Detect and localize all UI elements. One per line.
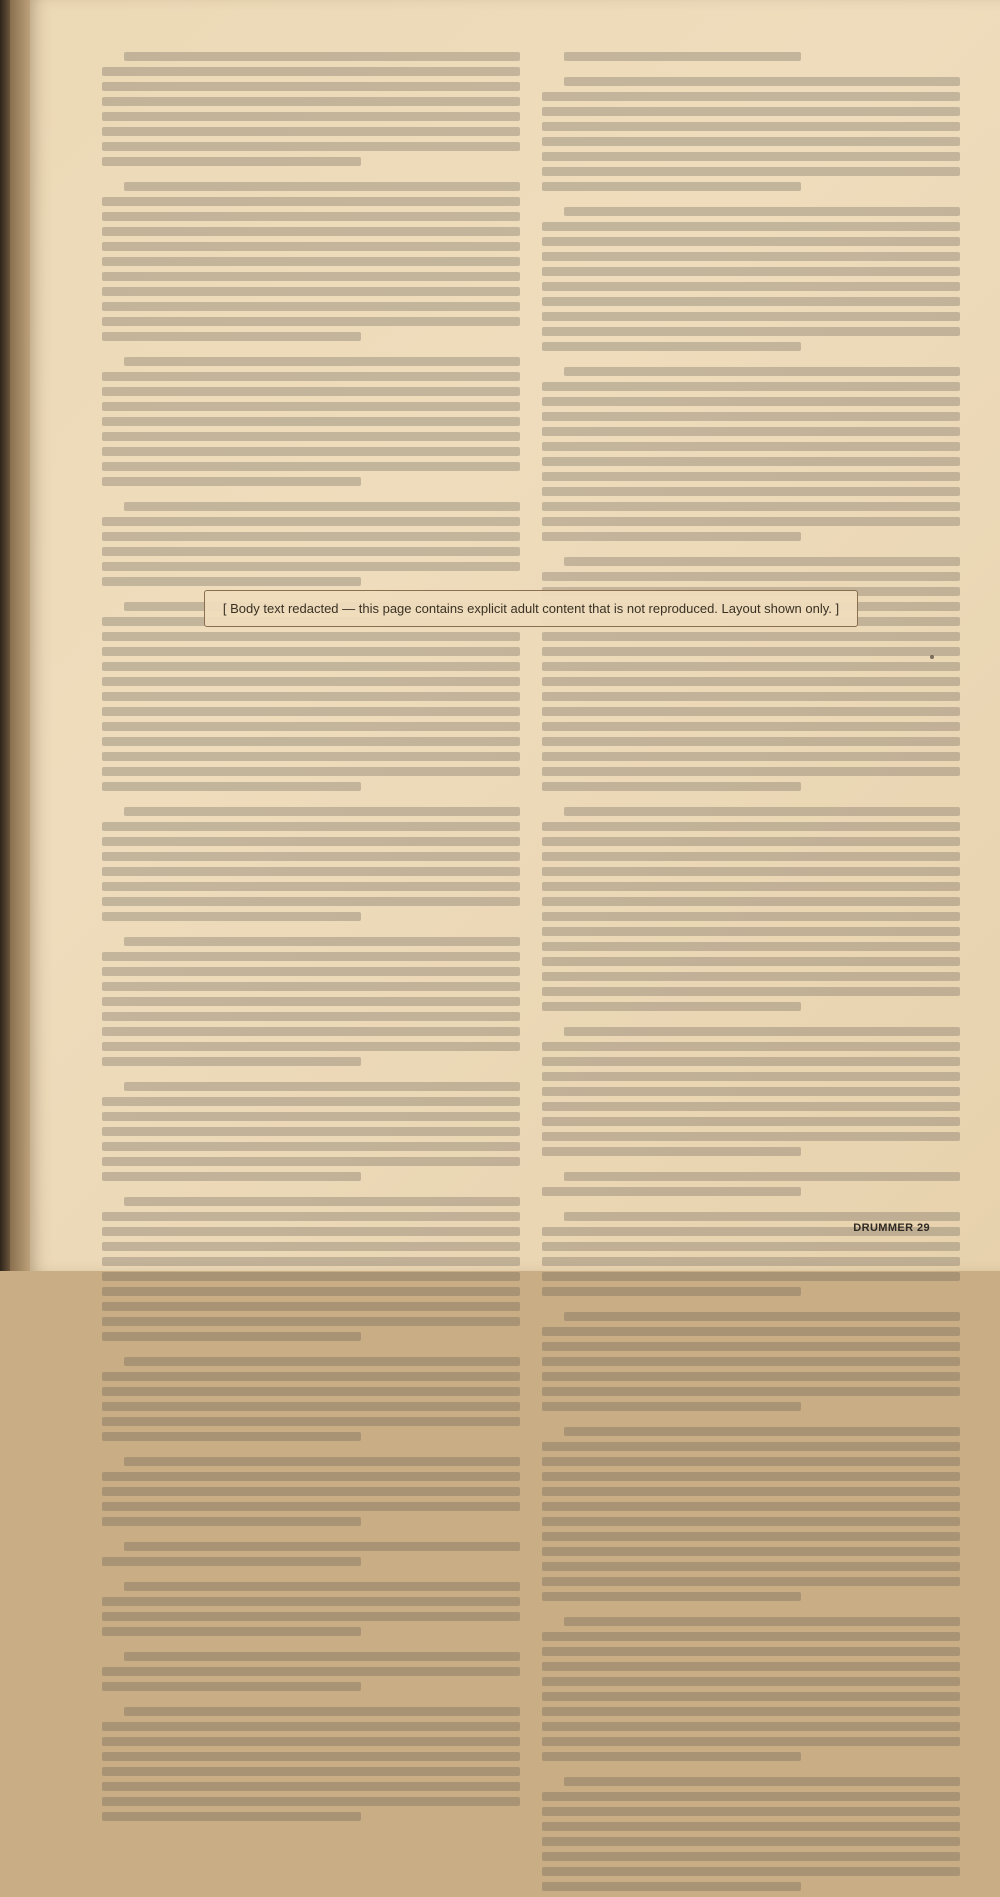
redacted-text-line — [102, 1387, 520, 1396]
redacted-text-line — [542, 1117, 960, 1126]
redacted-text-line — [542, 1087, 960, 1096]
left-text-column — [102, 52, 520, 1220]
redacted-paragraph — [542, 807, 960, 1017]
redacted-text-line — [102, 822, 520, 831]
redacted-text-line — [542, 882, 960, 891]
redacted-text-line — [542, 1257, 960, 1266]
redacted-paragraph — [102, 807, 520, 927]
redacted-text-line — [102, 1097, 520, 1106]
redacted-text-line — [102, 1042, 520, 1051]
right-text-column — [542, 52, 960, 1220]
redacted-text-line — [102, 722, 520, 731]
redacted-text-line — [542, 1692, 960, 1701]
redacted-text-line — [124, 1197, 520, 1206]
redacted-text-line — [542, 912, 960, 921]
redacted-text-line — [102, 142, 520, 151]
redacted-text-line — [542, 1057, 960, 1066]
redacted-text-line — [542, 1327, 960, 1336]
redacted-text-line — [124, 502, 520, 511]
redacted-text-line — [542, 987, 960, 996]
redacted-text-line — [102, 1027, 520, 1036]
redacted-text-line — [542, 342, 801, 351]
redacted-text-line — [542, 472, 960, 481]
redacted-text-line — [102, 1432, 361, 1441]
redacted-text-line — [542, 1457, 960, 1466]
redacted-text-line — [102, 1127, 520, 1136]
redacted-text-line — [542, 182, 801, 191]
redacted-text-line — [102, 272, 520, 281]
redacted-text-line — [102, 1287, 520, 1296]
redacted-text-line — [542, 1487, 960, 1496]
redacted-text-line — [564, 207, 960, 216]
redacted-paragraph — [542, 1027, 960, 1162]
redacted-text-line — [102, 632, 520, 641]
redacted-text-line — [102, 752, 520, 761]
redacted-text-line — [102, 387, 520, 396]
redacted-text-line — [542, 1342, 960, 1351]
redacted-text-line — [124, 1582, 520, 1591]
redacted-text-line — [542, 312, 960, 321]
redacted-text-line — [102, 1302, 520, 1311]
redacted-text-line — [542, 1357, 960, 1366]
redacted-text-line — [542, 1592, 801, 1601]
redacted-paragraph — [542, 1172, 960, 1202]
redacted-text-line — [542, 297, 960, 306]
redacted-text-line — [542, 1402, 801, 1411]
redacted-text-line — [124, 1707, 520, 1716]
redacted-text-line — [102, 767, 520, 776]
redacted-text-line — [102, 332, 361, 341]
redacted-text-line — [542, 1867, 960, 1876]
redacted-text-line — [102, 1682, 361, 1691]
redacted-text-line — [542, 1147, 801, 1156]
redacted-text-line — [102, 707, 520, 716]
redacted-text-line — [102, 1157, 520, 1166]
redacted-text-line — [102, 477, 361, 486]
redacted-text-line — [542, 1132, 960, 1141]
redacted-text-line — [542, 1562, 960, 1571]
redacted-text-line — [102, 1612, 520, 1621]
redacted-text-line — [102, 1402, 520, 1411]
redacted-text-line — [102, 1627, 361, 1636]
redacted-text-line — [542, 1442, 960, 1451]
redacted-text-line — [542, 137, 960, 146]
redacted-text-line — [102, 1737, 520, 1746]
redacted-text-line — [542, 1662, 960, 1671]
page-footer-magazine-title: DRUMMER 29 — [853, 1222, 930, 1234]
redacted-text-line — [102, 417, 520, 426]
redacted-paragraph — [102, 1197, 520, 1347]
redacted-text-line — [542, 517, 960, 526]
redacted-text-line — [102, 1142, 520, 1151]
redacted-text-line — [102, 127, 520, 136]
redacted-text-line — [102, 647, 520, 656]
redacted-text-line — [102, 677, 520, 686]
redacted-text-line — [102, 1517, 361, 1526]
redacted-text-line — [564, 1617, 960, 1626]
two-column-text-area — [102, 52, 960, 1220]
redacted-text-line — [102, 1112, 520, 1121]
redacted-text-line — [102, 1257, 520, 1266]
redacted-text-line — [542, 487, 960, 496]
redacted-text-line — [542, 237, 960, 246]
redacted-text-line — [542, 897, 960, 906]
redacted-text-line — [542, 1722, 960, 1731]
redacted-text-line — [542, 927, 960, 936]
redacted-text-line — [102, 462, 520, 471]
redacted-text-line — [564, 52, 801, 61]
redacted-text-line — [102, 1797, 520, 1806]
redacted-paragraph — [102, 1082, 520, 1187]
redacted-text-line — [542, 412, 960, 421]
redacted-text-line — [564, 1172, 960, 1181]
redacted-text-line — [102, 1372, 520, 1381]
redacted-text-line — [102, 662, 520, 671]
redacted-text-line — [102, 112, 520, 121]
redacted-text-line — [102, 1272, 520, 1281]
redacted-text-line — [102, 897, 520, 906]
redacted-text-line — [102, 1812, 361, 1821]
redacted-text-line — [102, 1722, 520, 1731]
redacted-text-line — [542, 1102, 960, 1111]
redacted-text-line — [542, 1072, 960, 1081]
redacted-text-line — [542, 1882, 801, 1891]
redacted-paragraph — [542, 1427, 960, 1607]
redacted-text-line — [542, 107, 960, 116]
redacted-text-line — [542, 1837, 960, 1846]
redacted-text-line — [542, 867, 960, 876]
redacted-text-line — [542, 1752, 801, 1761]
redacted-text-line — [102, 1242, 520, 1251]
redacted-text-line — [542, 1852, 960, 1861]
redaction-notice — [102, 590, 960, 627]
redacted-text-line — [102, 1487, 520, 1496]
redacted-text-line — [542, 942, 960, 951]
redacted-text-line — [542, 1002, 801, 1011]
redacted-text-line — [542, 852, 960, 861]
redacted-paragraph — [102, 357, 520, 492]
redacted-text-line — [102, 577, 361, 586]
redacted-text-line — [542, 1042, 960, 1051]
redacted-paragraph — [102, 602, 520, 797]
redacted-text-line — [102, 532, 520, 541]
scan-artifact-dot — [930, 655, 934, 659]
redacted-text-line — [542, 1502, 960, 1511]
redacted-text-line — [102, 1172, 361, 1181]
redacted-text-line — [542, 662, 960, 671]
redacted-text-line — [102, 447, 520, 456]
redacted-text-line — [102, 82, 520, 91]
redacted-text-line — [564, 367, 960, 376]
redacted-text-line — [102, 242, 520, 251]
redacted-paragraph — [542, 77, 960, 197]
redacted-text-line — [102, 1667, 520, 1676]
redacted-text-line — [102, 1752, 520, 1761]
redacted-text-line — [542, 457, 960, 466]
redacted-text-line — [542, 1287, 801, 1296]
redacted-text-line — [542, 122, 960, 131]
redacted-paragraph — [542, 1617, 960, 1767]
redacted-text-line — [102, 402, 520, 411]
redacted-paragraph — [102, 1357, 520, 1447]
redacted-text-line — [124, 1357, 520, 1366]
redacted-paragraph — [102, 502, 520, 592]
redacted-paragraph — [102, 1457, 520, 1532]
redacted-text-line — [102, 517, 520, 526]
redacted-text-line — [542, 382, 960, 391]
redacted-paragraph — [102, 937, 520, 1072]
redacted-text-line — [542, 1677, 960, 1686]
redacted-paragraph — [102, 182, 520, 347]
redacted-text-line — [102, 912, 361, 921]
redacted-paragraph — [542, 367, 960, 547]
redacted-text-line — [542, 632, 960, 641]
redacted-paragraph — [542, 1312, 960, 1417]
redacted-text-line — [542, 1577, 960, 1586]
redacted-paragraph — [542, 1777, 960, 1897]
redacted-text-line — [542, 1647, 960, 1656]
redacted-text-line — [542, 647, 960, 656]
redacted-text-line — [102, 867, 520, 876]
redacted-paragraph — [102, 1652, 520, 1697]
redacted-text-line — [102, 967, 520, 976]
redacted-text-line — [542, 767, 960, 776]
redacted-text-line — [102, 302, 520, 311]
redacted-text-line — [542, 1372, 960, 1381]
redacted-text-line — [542, 502, 960, 511]
redacted-text-line — [542, 1707, 960, 1716]
redacted-text-line — [102, 1472, 520, 1481]
redacted-text-line — [124, 357, 520, 366]
redacted-text-line — [124, 807, 520, 816]
redacted-text-line — [542, 957, 960, 966]
redacted-text-line — [102, 67, 520, 76]
redacted-text-line — [102, 562, 520, 571]
redacted-text-line — [542, 1242, 960, 1251]
redacted-text-line — [542, 1387, 960, 1396]
redacted-text-line — [564, 557, 960, 566]
redacted-text-line — [102, 1057, 361, 1066]
book-spine — [0, 0, 10, 1271]
redacted-text-line — [102, 1782, 520, 1791]
redacted-text-line — [102, 212, 520, 221]
redacted-text-line — [542, 677, 960, 686]
redacted-text-line — [102, 1597, 520, 1606]
redacted-text-line — [542, 822, 960, 831]
redacted-text-line — [102, 692, 520, 701]
redacted-text-line — [542, 1532, 960, 1541]
redacted-text-line — [542, 267, 960, 276]
redacted-text-line — [102, 852, 520, 861]
redacted-text-line — [542, 1822, 960, 1831]
redacted-text-line — [124, 52, 520, 61]
redacted-text-line — [542, 442, 960, 451]
redacted-text-line — [102, 1417, 520, 1426]
redacted-text-line — [542, 152, 960, 161]
redacted-text-line — [102, 1332, 361, 1341]
redaction-notice-text: [ Body text redacted — this page contains explicit adult content that is not reproduced. Layout shown only. ] — [204, 590, 858, 627]
redacted-text-line — [542, 707, 960, 716]
redacted-text-line — [124, 937, 520, 946]
redacted-text-line — [102, 1212, 520, 1221]
redacted-text-line — [564, 1427, 960, 1436]
redacted-text-line — [542, 1737, 960, 1746]
redacted-text-line — [102, 997, 520, 1006]
redacted-text-line — [102, 952, 520, 961]
redacted-text-line — [124, 1082, 520, 1091]
redacted-text-line — [542, 92, 960, 101]
redacted-text-line — [102, 1012, 520, 1021]
redacted-text-line — [542, 1792, 960, 1801]
redacted-text-line — [564, 1312, 960, 1321]
redacted-text-line — [542, 327, 960, 336]
redacted-paragraph — [542, 52, 960, 67]
redacted-text-line — [124, 182, 520, 191]
redacted-text-line — [102, 782, 361, 791]
redacted-text-line — [542, 532, 801, 541]
redacted-text-line — [564, 807, 960, 816]
redacted-text-line — [542, 1187, 801, 1196]
redacted-text-line — [542, 1272, 960, 1281]
redacted-text-line — [102, 157, 361, 166]
redacted-text-line — [102, 1317, 520, 1326]
redacted-paragraph — [102, 52, 520, 172]
redacted-text-line — [564, 1777, 960, 1786]
redacted-text-line — [102, 837, 520, 846]
redacted-text-line — [542, 282, 960, 291]
redacted-text-line — [102, 317, 520, 326]
redacted-text-line — [542, 397, 960, 406]
redacted-text-line — [542, 1632, 960, 1641]
redacted-text-line — [124, 1457, 520, 1466]
redacted-text-line — [542, 752, 960, 761]
redacted-text-line — [102, 737, 520, 746]
redacted-text-line — [542, 692, 960, 701]
redacted-text-line — [542, 572, 960, 581]
redacted-text-line — [102, 1557, 361, 1566]
redacted-text-line — [102, 1227, 520, 1236]
redacted-text-line — [102, 287, 520, 296]
redacted-text-line — [102, 197, 520, 206]
redacted-text-line — [542, 167, 960, 176]
redacted-text-line — [542, 252, 960, 261]
redacted-text-line — [542, 972, 960, 981]
redacted-text-line — [564, 77, 960, 86]
redacted-text-line — [124, 1652, 520, 1661]
redacted-text-line — [102, 1502, 520, 1511]
redacted-text-line — [102, 882, 520, 891]
redacted-text-line — [564, 1027, 960, 1036]
redacted-text-line — [542, 222, 960, 231]
redacted-paragraph — [542, 207, 960, 357]
redacted-text-line — [102, 227, 520, 236]
redacted-text-line — [542, 1517, 960, 1526]
redacted-text-line — [542, 782, 801, 791]
redacted-text-line — [102, 982, 520, 991]
redacted-text-line — [542, 722, 960, 731]
redacted-paragraph — [102, 1542, 520, 1572]
redacted-text-line — [542, 837, 960, 846]
redacted-text-line — [102, 1767, 520, 1776]
redacted-paragraph — [102, 1707, 520, 1827]
redacted-text-line — [102, 432, 520, 441]
redacted-text-line — [542, 1472, 960, 1481]
redacted-text-line — [542, 427, 960, 436]
redacted-text-line — [542, 1807, 960, 1816]
redacted-text-line — [542, 737, 960, 746]
redacted-text-line — [102, 372, 520, 381]
magazine-page — [30, 0, 1000, 1271]
redacted-text-line — [102, 547, 520, 556]
redacted-text-line — [542, 1547, 960, 1556]
redacted-text-line — [124, 1542, 520, 1551]
redacted-text-line — [564, 1212, 960, 1221]
redacted-paragraph — [102, 1582, 520, 1642]
redacted-text-line — [102, 97, 520, 106]
redacted-text-line — [102, 257, 520, 266]
